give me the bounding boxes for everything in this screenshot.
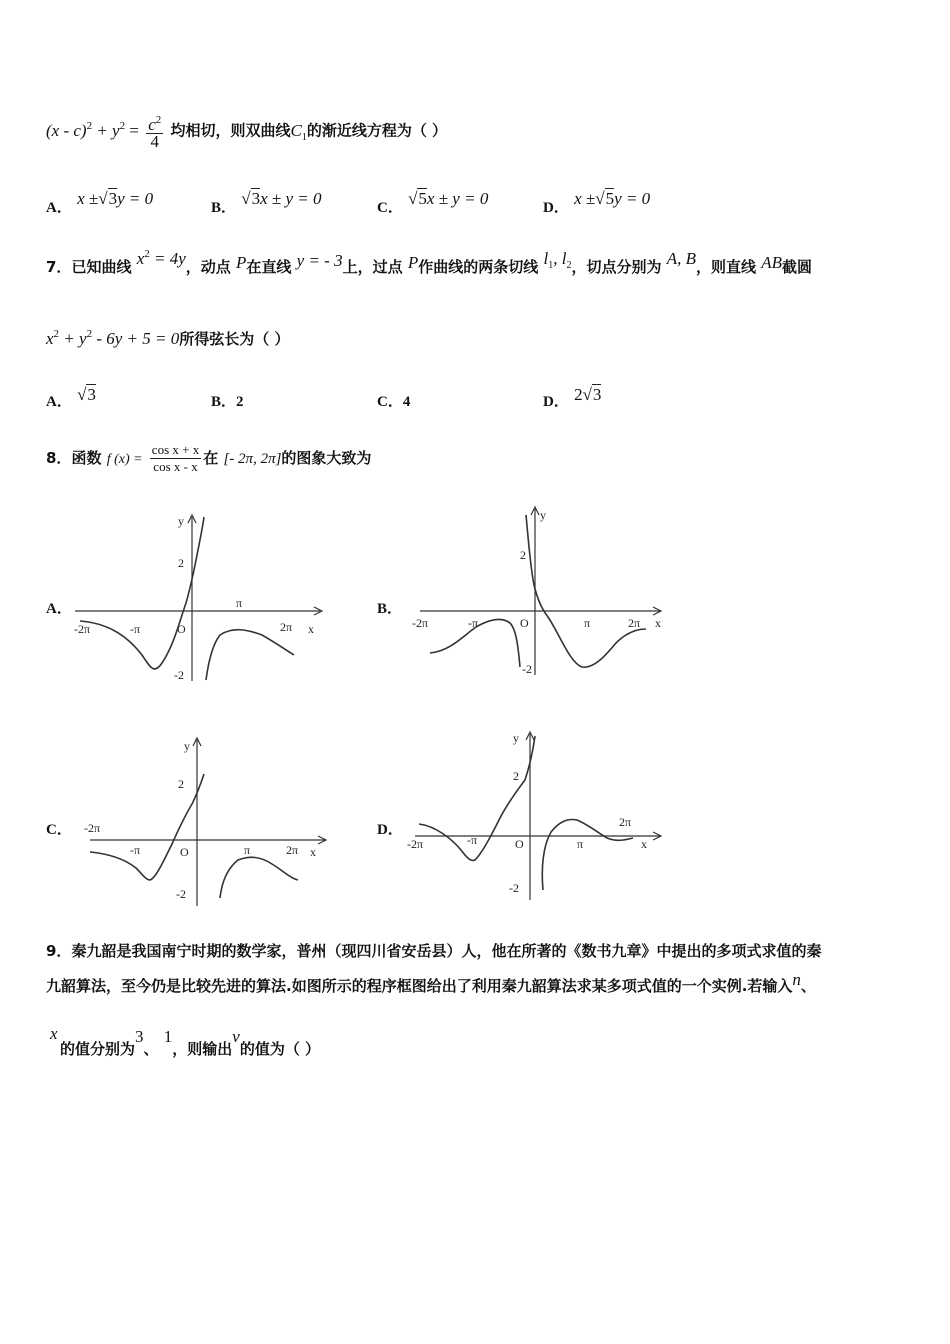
tick-neg-2: -2 [176, 887, 186, 901]
q6-option-b[interactable]: B． √3x ± y = 0 [211, 189, 322, 216]
curve-a-right [206, 630, 294, 680]
tick-neg-2: -2 [509, 881, 519, 895]
circle-equation-q7: $x^2 + y^2 - 6y + 5 = 0$ [46, 328, 180, 348]
q6-text-2: 的渐近线方程为（ ） [306, 121, 448, 140]
tick-neg-2pi: -2π [74, 622, 91, 636]
q8-line: 8．函数 f (x) = $\frac{\text{cos x + x}}{\text{cos x - x}}$ 在 [- 2π, 2π]的图象大致为 [46, 442, 372, 474]
q6-option-d[interactable]: D． x ±√5y = 0 [543, 189, 651, 216]
q8-option-b-label[interactable]: B． [377, 601, 403, 617]
q7-option-a[interactable]: A． √3 [46, 385, 96, 410]
graph-b[interactable] [410, 505, 675, 685]
origin-label: O [520, 616, 529, 630]
q8-option-d-label[interactable]: D． [377, 822, 403, 838]
q8-option-a-label[interactable]: A． [46, 601, 72, 617]
q6-option-c[interactable]: C． √5x ± y = 0 [377, 189, 489, 216]
circle-equation: $(x - c)^2 + y^2$ = [46, 119, 139, 140]
y-label: y [513, 731, 519, 745]
q7-option-d[interactable]: D． 2√3 [543, 385, 602, 410]
tick-neg-pi: -π [130, 622, 141, 636]
tick-2pi: 2π [628, 616, 641, 630]
x-label: x [641, 837, 647, 851]
curve-c-left [90, 774, 204, 880]
c-squared-over-4: $\frac{c^2}{4}$ [148, 114, 162, 151]
y-label: y [178, 514, 184, 528]
graph-a[interactable] [70, 505, 330, 685]
tick-neg-2pi: -2π [407, 837, 424, 851]
graph-d[interactable] [405, 728, 675, 908]
curve-c1: $C_1$ [290, 120, 307, 143]
q8-option-c-label[interactable]: C． [46, 822, 72, 838]
q7-option-b[interactable]: B．2 [211, 394, 244, 410]
tick-neg-2: -2 [522, 662, 532, 676]
q7-line-1: 7．已知曲线 $x^2 = 4y$，动点 P在直线 y = - 3上，过点 P作曲线的两条切线 $l_1$, $l_2$，切点分别为 A, B，则直线 AB截圆 [46, 248, 813, 276]
q9-line-3: x 的值分别为3、 1，则输出v的值为（ ） [50, 1024, 321, 1058]
tick-pi: π [236, 596, 243, 610]
q7-line-2: $x^2 + y^2 - 6y + 5 = 0$所得弦长为（ ） [46, 328, 290, 348]
tick-neg-pi: -π [467, 833, 478, 847]
curve-a-left [80, 517, 204, 669]
q9-line-1: 9．秦九韶是我国南宁时期的数学家，普州（现四川省安岳县）人，他在所著的《数书九章》中提出的多项式求值的秦 [46, 942, 822, 960]
q6-equation-line [46, 112, 447, 150]
tick-neg-pi: -π [468, 616, 479, 630]
origin-label: O [180, 845, 189, 859]
tick-2: 2 [178, 777, 184, 791]
tick-neg-2pi: -2π [84, 821, 101, 835]
q7-option-c[interactable]: C．4 [377, 394, 411, 410]
y-label: y [184, 739, 190, 753]
q8-fraction: $\frac{\text{cos x + x}}{\text{cos x - x}}$ [151, 442, 200, 474]
graph-c[interactable] [70, 730, 335, 910]
origin-label: O [177, 622, 186, 636]
tick-neg-pi: -π [130, 843, 141, 857]
tick-2pi: 2π [280, 620, 293, 634]
curve-b-right [526, 515, 646, 667]
tick-2pi: 2π [619, 815, 632, 829]
tick-pi: π [244, 843, 251, 857]
tick-2: 2 [178, 556, 184, 570]
x-label: x [308, 622, 314, 636]
tick-pi: π [577, 837, 584, 851]
tick-pi: π [584, 616, 591, 630]
x-label: x [310, 845, 316, 859]
origin-label: O [515, 837, 524, 851]
q6-text-1: 均相切，则双曲线 [170, 121, 291, 140]
tick-2: 2 [520, 548, 526, 562]
tick-neg-2: -2 [174, 668, 184, 682]
tick-neg-2pi: -2π [412, 616, 429, 630]
tick-2pi: 2π [286, 843, 299, 857]
tick-2: 2 [513, 769, 519, 783]
curve-d-right [542, 820, 633, 891]
curve-c-right [220, 857, 298, 898]
x-label: x [655, 616, 661, 630]
q6-option-a[interactable]: A． x ±√3y = 0 [46, 189, 154, 216]
q9-line-2: 九韶算法，至今仍是比较先进的算法.如图所示的程序框图给出了利用秦九韶算法求某多项式值的一个实例.若输入n、 [46, 970, 816, 995]
y-label: y [540, 508, 546, 522]
